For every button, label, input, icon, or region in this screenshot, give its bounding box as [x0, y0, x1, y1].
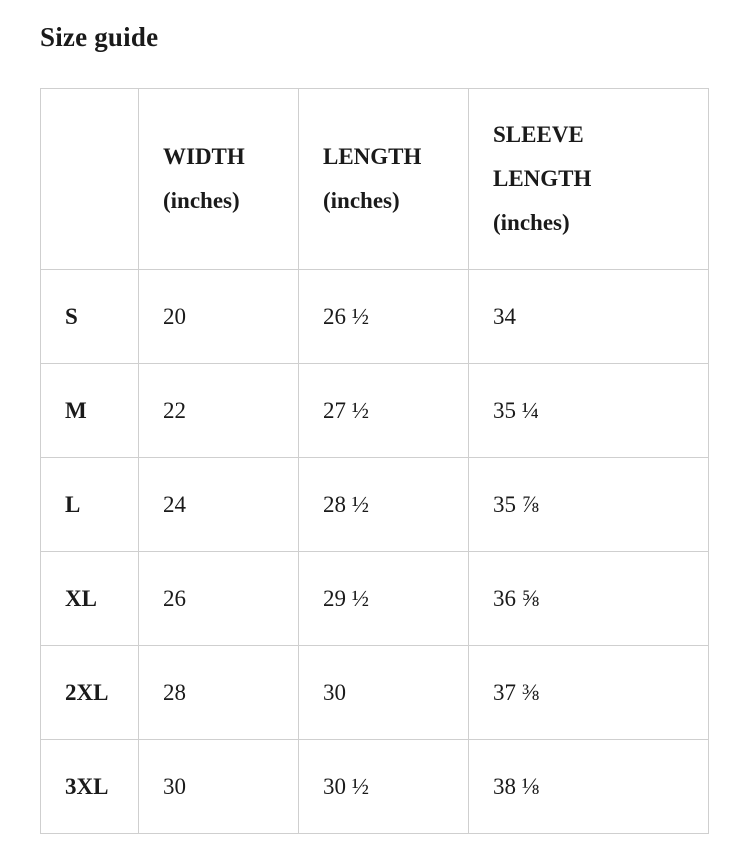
size-cell: S [41, 270, 139, 364]
size-cell: M [41, 364, 139, 458]
header-size-column [41, 89, 139, 270]
sleeve-cell: 38 ⅛ [469, 740, 709, 834]
sleeve-cell: 37 ⅜ [469, 646, 709, 740]
header-width-line2: (inches) [163, 188, 240, 213]
size-cell: XL [41, 552, 139, 646]
sleeve-cell: 35 ¼ [469, 364, 709, 458]
length-cell: 26 ½ [299, 270, 469, 364]
sleeve-cell: 34 [469, 270, 709, 364]
width-cell: 22 [139, 364, 299, 458]
width-cell: 26 [139, 552, 299, 646]
table-row [41, 552, 709, 646]
length-cell: 29 ½ [299, 552, 469, 646]
page-title: Size guide [40, 22, 159, 52]
width-cell: 28 [139, 646, 299, 740]
size-cell: L [41, 458, 139, 552]
header-sleeve-line1: SLEEVE [493, 122, 584, 147]
header-length [299, 89, 469, 270]
header-sleeve-length [469, 89, 709, 270]
header-length-line1: LENGTH [323, 144, 422, 169]
header-length-line2: (inches) [323, 188, 400, 213]
table-row [41, 740, 709, 834]
length-cell: 30 ½ [299, 740, 469, 834]
size-guide-table [40, 88, 709, 834]
length-cell: 28 ½ [299, 458, 469, 552]
sleeve-cell: 36 ⅝ [469, 552, 709, 646]
header-sleeve-line2: LENGTH [493, 166, 592, 191]
length-cell: 30 [299, 646, 469, 740]
table-row [41, 458, 709, 552]
width-cell: 20 [139, 270, 299, 364]
table-row [41, 646, 709, 740]
header-sleeve-line3: (inches) [493, 210, 570, 235]
width-cell: 24 [139, 458, 299, 552]
length-cell: 27 ½ [299, 364, 469, 458]
table-row [41, 270, 709, 364]
header-width [139, 89, 299, 270]
table-row [41, 364, 709, 458]
table-header-row [41, 89, 709, 270]
size-cell: 3XL [41, 740, 139, 834]
header-width-line1: WIDTH [163, 144, 245, 169]
size-cell: 2XL [41, 646, 139, 740]
width-cell: 30 [139, 740, 299, 834]
sleeve-cell: 35 ⅞ [469, 458, 709, 552]
